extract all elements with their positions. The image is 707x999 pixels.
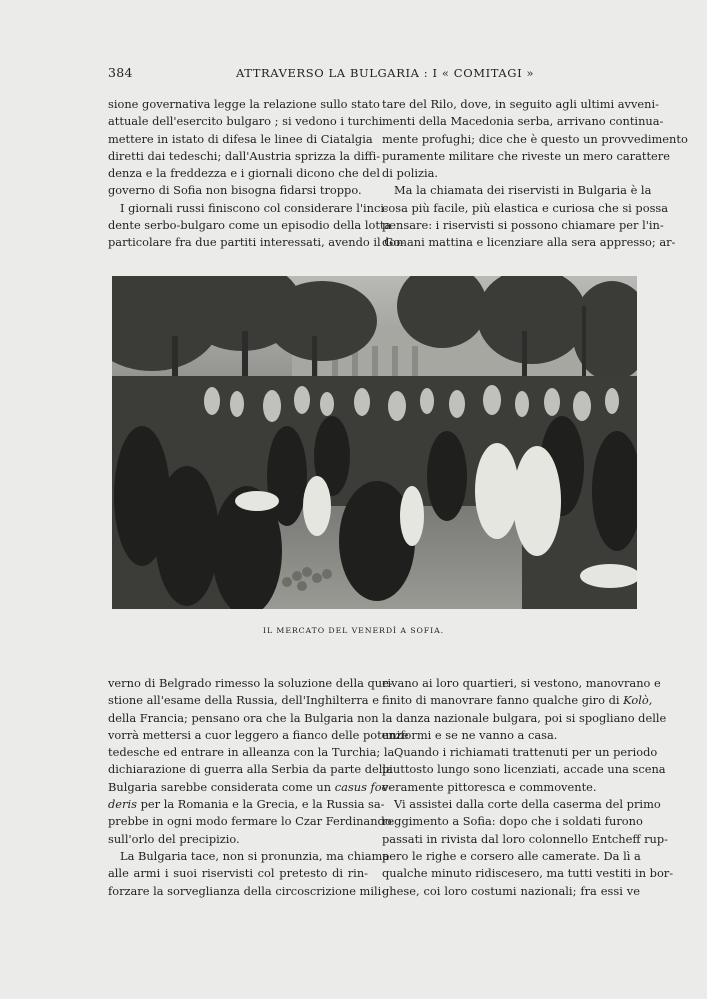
text-line: mettere in istato di difesa le linee di Ciatalgia [108,131,373,146]
text-line: I giornali russi finiscono col considerare l'inci- [120,200,388,215]
italic-term: Kolò, [623,693,653,708]
text-line: sione governativa legge la relazione sullo stato [108,97,380,111]
text-line: tare del Rilo, dove, in seguito agli ultimi avveni- [382,97,659,111]
text-column-bottom-left [108,675,409,900]
text-line: diretti dai tedeschi; dall'Austria sprizza la diffi- [108,148,381,163]
text-line: Quando i richiamati trattenuti per un periodo [394,745,658,760]
text-column-top-right [382,96,688,252]
text-line [108,796,385,813]
text-line: sull'orlo del precipizio. [108,831,240,846]
text-line: dente serbo-bulgaro come un episodio della lotta [108,218,392,233]
text-fragment: per la Romania e la Grecia, e la Russia sa- [136,797,385,812]
page-number: 384 [108,65,133,80]
text-line: prebbe in ogni modo fermare lo Czar Ferdinando [108,814,392,829]
text-fragment: Bulgaria sarebbe considerata come un [108,779,335,794]
text-line: piuttosto lungo sono licenziati, accade una scena [382,762,666,777]
text-line: La Bulgaria tace, non si pronunzia, ma chiama [120,848,390,863]
text-line [108,779,393,796]
text-column-top-left [108,96,405,252]
text-line: uniformi e se ne vanno a casa. [382,727,558,742]
text-fragment: finito di manovrare fanno qualche giro di [382,693,624,708]
text-line: denza e la freddezza e i giornali dicono che del [108,166,380,181]
text-line: particolare fra due partiti interessati, avendo il Go- [108,235,405,250]
text-line: pero le righe e corsero alle camerate. Da lì a [382,848,641,863]
text-line: reggimento a Sofia: dopo che i soldati furono [382,814,643,829]
text-line: domani mattina e licenziare alla sera appresso; ar- [382,235,676,250]
italic-term: deris [108,797,137,812]
text-line: stione all'esame della Russia, dell'Inghilterra e [108,693,379,708]
text-line: di polizia. [382,166,439,181]
figure-caption: IL MERCATO DEL VENERDÌ A SOFIA. [263,626,444,635]
text-column-bottom-right [382,675,674,900]
text-line: Vi assistei dalla corte della caserma del primo [394,797,661,812]
text-line: veramente pittoresca e commovente. [382,779,597,794]
text-line: menti della Macedonia serba, arrivano continua- [382,114,664,129]
text-line: tedesche ed entrare in alleanza con la Turchia; la [108,745,395,760]
text-line: puramente militare che riveste un mero carattere [382,148,670,163]
text-line: verno di Belgrado rimesso la soluzione della que- [108,676,393,690]
market-photograph-illustration [112,276,637,609]
text-line: attuale dell'esercito bulgaro ; si vedono i turchi [108,114,383,129]
text-line: governo di Sofia non bisogna fidarsi troppo. [108,183,362,198]
text-line [382,692,653,709]
text-line: pensare: i riservisti si possono chiamare per l'in- [382,218,664,233]
text-line: rivano ai loro quartieri, si vestono, manovrano e [382,676,661,690]
text-line: cosa più facile, più elastica e curiosa che si possa [382,200,669,215]
text-line: Ma la chiamata dei riservisti in Bulgaria è la [394,183,652,198]
text-line: forzare la sorveglianza della circoscrizione mili- [108,883,386,898]
text-line: passati in rivista dal loro colonnello Entcheff rup- [382,831,669,846]
text-line: mente profughi; dice che è questo un provvedimento [382,131,688,146]
text-line: alle armi i suoi riservisti col pretesto di rin- [108,866,368,881]
text-line: qualche minuto ridiscesero, ma tutti vestiti in bor- [382,866,674,881]
italic-term: casus foe- [334,779,393,794]
text-line: la danza nazionale bulgara, poi si spogliano delle [382,710,667,725]
text-line: vorrà mettersi a cuor leggero a fianco delle potenze [108,727,409,742]
market-photograph [112,276,637,609]
text-line: ghese, coi loro costumi nazionali; fra essi ve [382,883,640,898]
text-line: dichiarazione di guerra alla Serbia da parte della [108,762,393,777]
running-title: ATTRAVERSO LA BULGARIA : I « COMITAGI » [236,66,535,80]
text-line: della Francia; pensano ora che la Bulgaria non [108,710,379,725]
